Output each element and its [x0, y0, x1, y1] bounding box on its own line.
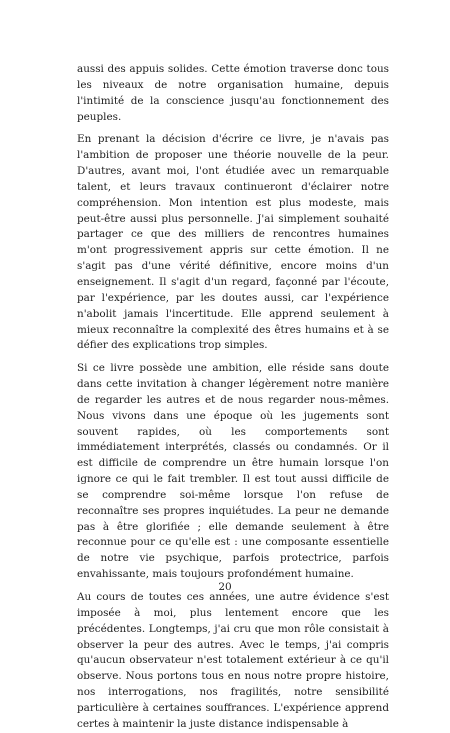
paragraph-4: Au cours de toutes ces années, une autre évidence s'est imposée à moi, plus lentement encore que les précédentes. Longtemps, j'ai cru que mon rôle consistait à observer la peur des autres. Avec le temps, j'ai compris qu'aucun observateur n'est totalement extérieur à ce qu'il observe. Nous portons tous en nous notre propre histoire, nos interrogations, nos fragilités, notre sensibilité particulière à certaines souffrances. L'expérience apprend certes à maintenir la juste distance indispensable à: [77, 591, 389, 730]
paragraph-1: aussi des appuis solides. Cette émotion traverse donc tous les niveaux de notre organisation humaine, depuis l'intimité de la conscience jusqu'au fonctionnement des peuples.: [77, 63, 389, 123]
paragraph-3: Si ce livre possède une ambition, elle réside sans doute dans cette invitation à changer légèrement notre manière de regarder les autres et de nous regarder nous-mêmes. Nous vivons dans une époque où les jugements sont souvent rapides, où les comportements sont immédiatement interprétés, classés ou condamnés. Or il est difficile de comprendre un être humain lorsque l'on ignore ce qui le fait trembler. Il est tout aussi difficile de se comprendre soi-même lorsque l'on refuse de reconnaître ses propres inquiétudes. La peur ne demande pas à être glorifiée ; elle demande seulement à être reconnue pour ce qu'elle est : une composante essentielle de notre vie psychique, parfois protectrice, parfois envahissante, mais toujours profondément humaine.: [77, 362, 389, 581]
paragraph-2: En prenant la décision d'écrire ce livre, je n'avais pas l'ambition de proposer une théorie nouvelle de la peur. D'autres, avant moi, l'ont étudiée avec un remarquable talent, et leurs travaux continueront d'éclairer notre compréhension. Mon intention est plus modeste, mais peut-être aussi plus personnelle. J'ai simplement souhaité partager ce que des milliers de rencontres humaines m'ont progressivement appris sur cette émotion. Il ne s'agit pas d'une vérité définitive, encore moins d'un enseignement. Il s'agit d'un regard, façonné par l'écoute, par l'expérience, par les doutes aussi, car l'expérience n'abolit jamais l'incertitude. Elle apprend seulement à mieux reconnaître la complexité des êtres humains et à se défier des explications trop simples.: [77, 133, 389, 352]
page-number: 20: [218, 581, 232, 593]
body-text: [77, 62, 389, 733]
